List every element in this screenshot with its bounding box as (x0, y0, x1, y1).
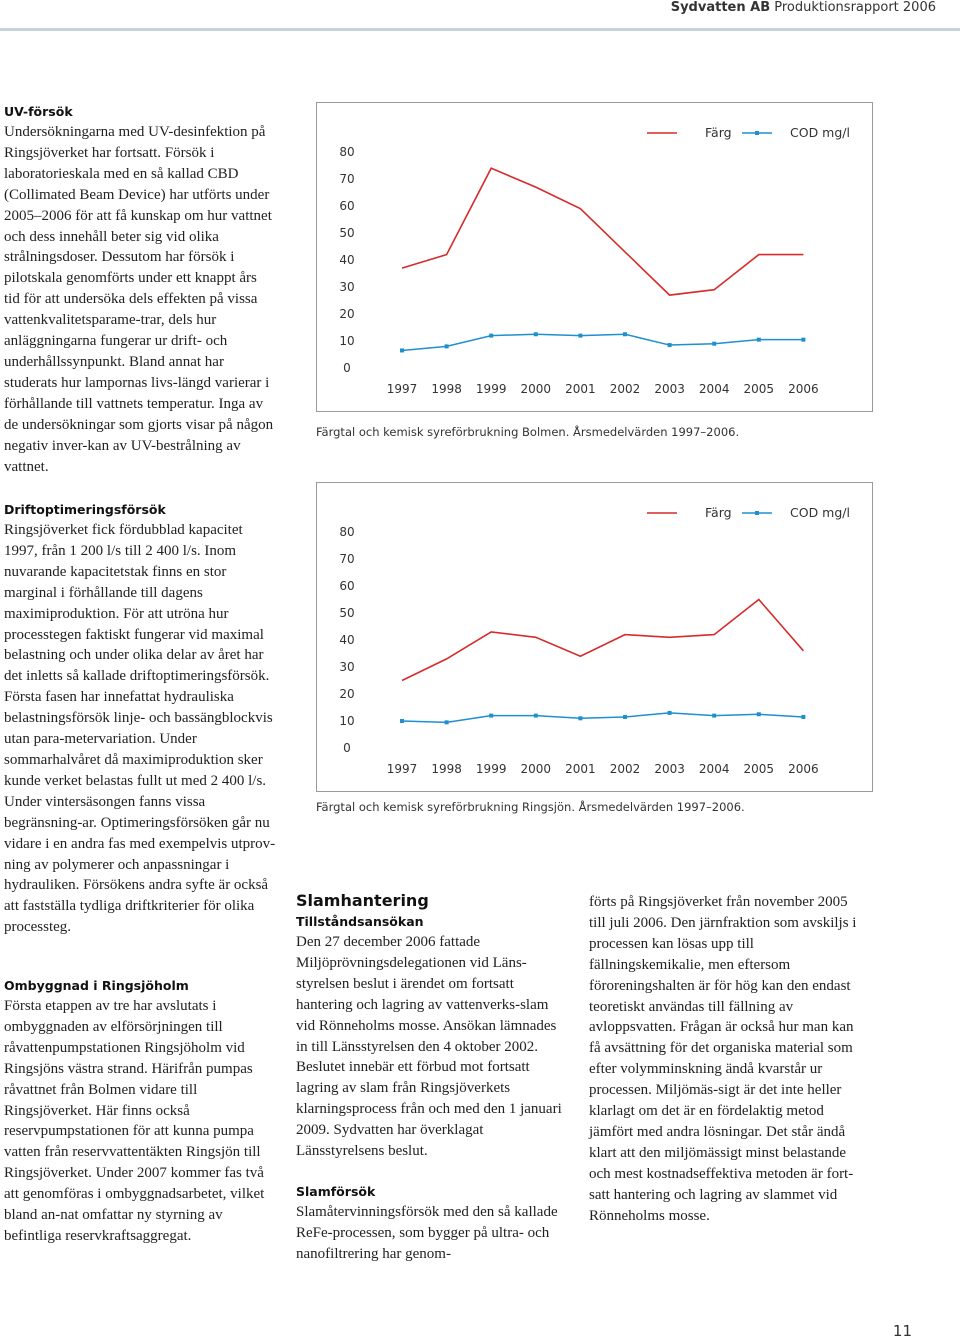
uv-heading: UV-försök (4, 104, 73, 119)
x-tick-label: 1997 (386, 382, 418, 396)
header-company: Sydvatten AB (670, 0, 771, 15)
cod-data-point (801, 338, 805, 342)
x-tick-label: 2005 (743, 762, 775, 776)
y-tick-label: 70 (339, 172, 355, 186)
x-tick-label: 2004 (698, 382, 730, 396)
y-tick-label: 10 (339, 334, 355, 348)
y-tick-label: 60 (339, 579, 355, 593)
slam-text-continued: förts på Ringsjöverket från november 2005 till juli 2006. Den järnfraktion som avskiljs i processen kan lösas upp till fällningskemikalie, men eftersom föroreningshalten är för hög kan den endast teoretiskt användas till fällning av avloppsvatten. Frågan är också hur man kan få avsättning för det organiska material som efter volymminskning ändå kvarstår ur processen. Miljömäs-sigt är det inte heller klarlagt om det är en fördelaktig metod jämfört med andra lösningar. Det står ändå klart att den miljömässigt minst belastande och mest kostnadseffektiva metoden är fort-satt hantering och lagring av slammet vid Rönneholms mosse. (589, 894, 857, 1224)
cod-data-point (668, 343, 672, 347)
x-tick-label: 2006 (788, 762, 819, 776)
cod-data-point (757, 712, 761, 716)
cod-data-point (712, 342, 716, 346)
y-tick-label: 20 (339, 687, 355, 701)
y-tick-label: 40 (339, 633, 355, 647)
legend-label-farg: Färg (705, 505, 732, 520)
header-rule (0, 28, 960, 31)
y-tick-label: 80 (339, 525, 355, 539)
header-report: Produktionsrapport 2006 (774, 0, 936, 15)
x-tick-label: 2001 (565, 762, 596, 776)
uv-text: Undersökningarna med UV-desinfektion på Ringsjöverket har fortsatt. Försök i laboratorieskala med en så kallad CBD (Collimated Beam Device) har utförts under 2005–2006 för att få kunskap om hur vattnet och dess innehåll beter sig vid olika strålningsdoser. Dessutom har försök i pilotskala genomförts under ett knappt års tid för att undersöka dels effekten på vissa vattenkvalitetsparame-trar, dels hur anläggningarna fungerar ur drift- och underhållssynpunkt. Bland annat har studerats hur lampornas livs-längd varierar i förhållande till vattnets temperatur. Inga av de undersökningar som gjorts visar på någon negativ inver-kan av UV-bestrålning av vattnet. (4, 124, 274, 475)
cod-data-point (757, 338, 761, 342)
x-tick-label: 1997 (386, 762, 418, 776)
cod-data-point (445, 720, 449, 724)
legend-label-cod: COD mg/l (790, 505, 850, 520)
legend-label-farg: Färg (705, 125, 732, 140)
y-tick-label: 70 (339, 552, 355, 566)
page-number: 11 (892, 1322, 912, 1340)
y-tick-label: 10 (339, 714, 355, 728)
cod-data-point (801, 715, 805, 719)
chart-bolmen (316, 102, 873, 412)
cod-data-point (623, 332, 627, 336)
y-tick-label: 50 (339, 606, 355, 620)
drift-text: Ringsjöverket fick fördubblad kapacitet 1997, från 1 200 l/s till 2 400 l/s. Inom nuvarande kapacitetstak finns en stor marginal i förhållande till dagens maximiproduktion. För att utröna hur processtegen faktiskt fungerar vid maximal belastning och under olika delar av året har det inletts så kallade driftoptimeringsförsök. Första fasen har innefattat hydrauliska belastningsförsök linje- och bassängblockvis utan para-metervariation. Under sommarhalvåret då maximiproduktion sker kunde verket belastas fullt ut med 2 400 l/s. Under vintersäsongen fanns vissa begränsning-ar. Optimeringsförsöken går nu vidare i en andra fas med exempelvis utprov-ning av polymerer och anpassningar i hydrauliken. Försökens andra syfte är också att fastställa tydliga driftkriterier för olika processteg. (4, 522, 276, 936)
x-tick-label: 1999 (475, 382, 507, 396)
cod-data-point (489, 334, 493, 338)
uv-section (4, 102, 276, 477)
x-tick-label: 2004 (698, 762, 730, 776)
cod-data-point (668, 711, 672, 715)
slam-sub-tillstand: Tillståndsansökan (296, 914, 424, 929)
series-line-cod (402, 713, 803, 722)
cod-data-point (400, 348, 404, 352)
y-tick-label: 60 (339, 199, 355, 213)
series-line-cod (402, 334, 803, 350)
ombyggnad-text: Första etappen av tre har avslutats i ombyggnaden av elförsörjningen till råvattenpumpstationen Ringsjöholm vid Ringsjöns västra strand. Härifrån pumpas råvattnet från Bolmen vidare till Ringsjöverket. Här finns också reservpumpstationen för att kunna pumpa vatten från reservvattentäkten Ringsjön till Ringsjöverket. Under 2007 kommer fas två att genomföras i ombyggnadsarbetet, vilket bland an-nat omfattar ny styrning av befintliga reservkraftsaggregat. (4, 998, 265, 1244)
y-tick-label: 0 (343, 361, 351, 375)
slam-section (296, 890, 568, 1265)
legend-marker-cod (755, 131, 759, 135)
ombyggnad-section (4, 976, 276, 1247)
chart-ringsjon-caption: Färgtal och kemisk syreförbrukning Ringsjön. Årsmedelvärden 1997–2006. (316, 800, 745, 814)
slam-heading: Slamhantering (296, 891, 429, 910)
y-tick-label: 30 (339, 660, 355, 674)
x-tick-label: 2002 (609, 382, 641, 396)
header-text (671, 0, 936, 15)
x-tick-label: 2003 (654, 382, 685, 396)
x-tick-label: 2002 (609, 762, 641, 776)
cod-data-point (534, 332, 538, 336)
legend-marker-cod (755, 511, 759, 515)
drift-section (4, 500, 276, 938)
chart-ringsjon-svg (317, 483, 872, 791)
cod-data-point (489, 714, 493, 718)
cod-data-point (712, 714, 716, 718)
y-tick-label: 40 (339, 253, 355, 267)
cod-data-point (578, 334, 582, 338)
ombyggnad-heading: Ombyggnad i Ringsjöholm (4, 978, 189, 993)
cod-data-point (578, 716, 582, 720)
chart-bolmen-svg (317, 103, 872, 411)
x-tick-label: 2003 (654, 762, 685, 776)
cod-data-point (534, 714, 538, 718)
x-tick-label: 2001 (565, 382, 596, 396)
x-tick-label: 1998 (431, 382, 462, 396)
x-tick-label: 2006 (788, 382, 819, 396)
cod-data-point (445, 344, 449, 348)
y-tick-label: 80 (339, 145, 355, 159)
series-line-farg (402, 600, 803, 681)
slam-text-tillstand: Den 27 december 2006 fattade Miljöprövningsdelegationen vid Läns-styrelsen beslut i ärendet om fortsatt hantering och lagring av vattenverks-slam vid Rönneholms mosse. Ansökan lämnades in till Länsstyrelsen den 4 oktober 2002. Beslutet innebär ett förbud mot fortsatt lagring av slam från Ringsjöverkets klarningsprocess från och med den 1 januari 2009. Sydvatten har överklagat Länsstyrelsens beslut. (296, 934, 562, 1160)
x-tick-label: 2000 (520, 382, 552, 396)
x-tick-label: 1998 (431, 762, 462, 776)
cod-data-point (623, 715, 627, 719)
cod-data-point (400, 719, 404, 723)
drift-heading: Driftoptimeringsförsök (4, 502, 166, 517)
legend-label-cod: COD mg/l (790, 125, 850, 140)
x-tick-label: 2000 (520, 762, 552, 776)
page-header (0, 0, 960, 36)
chart-bolmen-caption: Färgtal och kemisk syreförbrukning Bolmen. Årsmedelvärden 1997–2006. (316, 425, 740, 439)
chart-ringsjon (316, 482, 873, 792)
y-tick-label: 30 (339, 280, 355, 294)
x-tick-label: 1999 (475, 762, 507, 776)
slam-text-forsok: Slamåtervinningsförsök med den så kallade ReFe-processen, som bygger på ultra- och nanofiltrering har genom- (296, 1203, 558, 1262)
y-tick-label: 50 (339, 226, 355, 240)
x-tick-label: 2005 (743, 382, 775, 396)
slam-sub-forsok: Slamförsök (296, 1183, 376, 1199)
y-tick-label: 20 (339, 307, 355, 321)
y-tick-label: 0 (343, 741, 351, 755)
series-line-farg (402, 168, 803, 295)
slam-continued (589, 892, 861, 1227)
